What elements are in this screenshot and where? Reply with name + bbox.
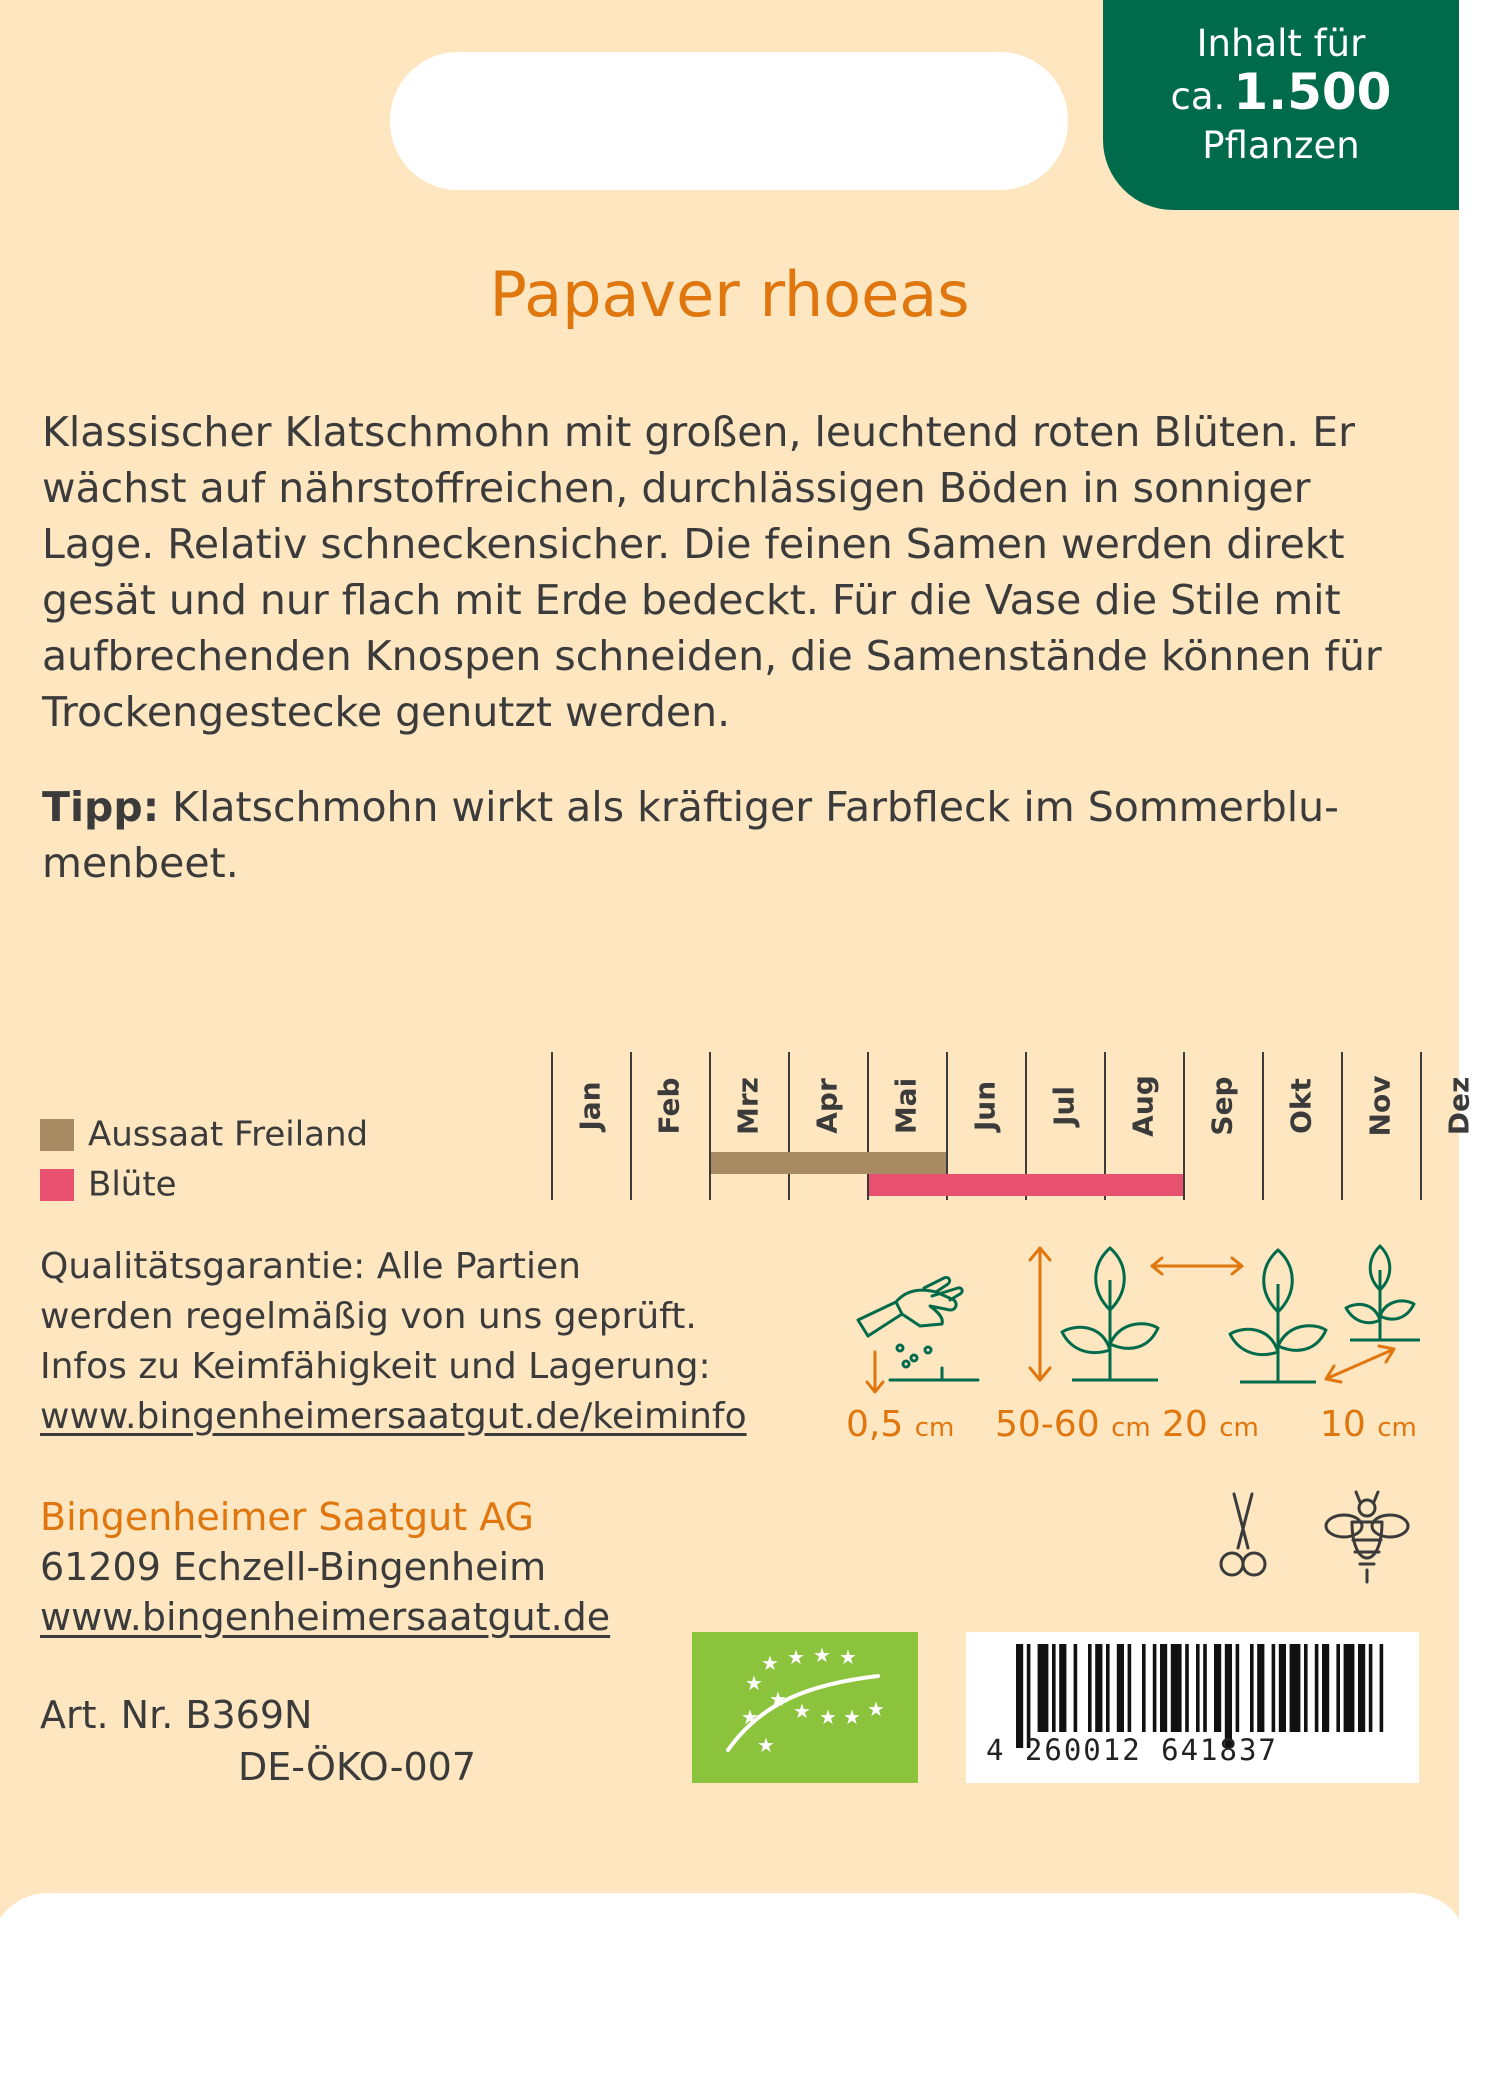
- measurement-value: 50-60: [995, 1404, 1100, 1445]
- barcode-bar: [1290, 1644, 1301, 1732]
- barcode-bar: [1095, 1644, 1102, 1732]
- cultivation-calendar: [551, 1052, 1476, 1200]
- content-badge: [1103, 0, 1459, 210]
- calendar-month-okt: [1262, 1058, 1340, 1154]
- barcode-bar: [1214, 1644, 1221, 1732]
- calendar-month-label: Nov: [1363, 1075, 1397, 1137]
- row-spacing-icon: [1152, 1250, 1326, 1382]
- badge-amount: 1.500: [1233, 63, 1392, 121]
- barcode-bar: [1203, 1644, 1207, 1732]
- company-info: [40, 1492, 610, 1642]
- tip-line-1: [42, 779, 1432, 835]
- calendar-month-label: Apr: [810, 1078, 844, 1134]
- calendar-month-label: Sep: [1205, 1076, 1239, 1136]
- barcode-bar: [1304, 1644, 1308, 1732]
- measurement-value: 10: [1320, 1404, 1366, 1445]
- barcode-bar: [1038, 1644, 1049, 1732]
- calendar-month-mai: [867, 1058, 945, 1154]
- tip-label: Tipp:: [42, 783, 160, 831]
- measurement-unit: cm: [914, 1413, 955, 1443]
- keiminfo-link[interactable]: www.bingenheimersaatgut.de/keiminfo: [40, 1396, 747, 1437]
- company-name: Bingenheimer Saatgut AG: [40, 1495, 534, 1539]
- barcode-bar: [1052, 1644, 1056, 1732]
- measurement-value: 0,5: [846, 1404, 904, 1445]
- barcode-bar: [1185, 1644, 1189, 1732]
- barcode-bar: [1344, 1644, 1355, 1732]
- calendar-month-label: Jun: [968, 1080, 1002, 1132]
- eu-leaf-stars: [692, 1632, 918, 1783]
- barcode-bar: [1142, 1644, 1146, 1732]
- barcode-bar: [1322, 1644, 1329, 1732]
- barcode-bar: [1236, 1644, 1240, 1732]
- article-label: Art. Nr.: [40, 1693, 174, 1737]
- barcode-bar: [1059, 1644, 1066, 1732]
- depth-arrow: [867, 1352, 883, 1392]
- barcode-bar: [1358, 1644, 1365, 1732]
- barcode-bar: [1106, 1644, 1110, 1732]
- organic-control-code: DE-ÖKO-007: [238, 1745, 477, 1789]
- measurement-unit: cm: [1111, 1413, 1151, 1443]
- article-code: B369N: [185, 1693, 313, 1737]
- hang-hole: [390, 52, 1068, 190]
- measurement-plant-height: [995, 1404, 1151, 1445]
- measurement-sowing-depth: [846, 1404, 954, 1445]
- barcode-bar: [1315, 1644, 1319, 1732]
- eu-star-icon: ★: [745, 1671, 763, 1695]
- calendar-month-label: Mai: [889, 1077, 923, 1135]
- description-line: wächst auf nährstoffreichen, durchlässigen Böden in sonniger: [42, 464, 1311, 512]
- article-number: [40, 1693, 312, 1737]
- legend-label-bloom: Blüte: [88, 1164, 177, 1205]
- barcode-bar: [1380, 1644, 1384, 1732]
- measurement-plant-spacing: [1320, 1404, 1417, 1445]
- barcode-bar: [1196, 1644, 1200, 1732]
- legend-label-sowing: Aussaat Freiland: [88, 1114, 369, 1155]
- calendar-month-jan: [551, 1058, 629, 1154]
- legend-sowing: [40, 1113, 368, 1155]
- measurement-row-spacing: [1162, 1404, 1259, 1445]
- eu-organic-logo: [692, 1632, 918, 1783]
- description-line: aufbrechenden Knospen schneiden, die Samenstände können für: [42, 632, 1382, 680]
- tip-text: Klatschmohn wirkt als kräftiger Farbfleck im Sommerblu-: [159, 783, 1339, 831]
- eu-star-icon: ★: [839, 1645, 857, 1669]
- calendar-month-label: Jan: [573, 1081, 607, 1131]
- calendar-month-sep: [1183, 1058, 1261, 1154]
- badge-line-3: Pflanzen: [1202, 124, 1360, 167]
- barcode-digits: 4 260012 641837: [986, 1733, 1278, 1767]
- measurement-value: 20: [1162, 1404, 1208, 1445]
- calendar-month-nov: [1341, 1058, 1419, 1154]
- eu-star-icon: ★: [813, 1643, 831, 1667]
- plant-spacing-icon: [1326, 1246, 1420, 1382]
- legend-swatch-bloom: [40, 1169, 74, 1201]
- calendar-month-jun: [946, 1058, 1024, 1154]
- barcode-bar: [1369, 1644, 1373, 1732]
- legend-bloom: [40, 1163, 177, 1205]
- calendar-month-jul: [1025, 1058, 1103, 1154]
- eu-star-icon: ★: [769, 1687, 787, 1711]
- calendar-bar-sowing: [711, 1152, 946, 1174]
- barcode-bar: [1336, 1644, 1340, 1732]
- quality-line: Qualitätsgarantie: Alle Partien: [40, 1246, 581, 1287]
- calendar-month-label: Dez: [1442, 1076, 1476, 1136]
- eu-star-icon: ★: [867, 1697, 885, 1721]
- company-website-link[interactable]: www.bingenheimersaatgut.de: [40, 1595, 611, 1639]
- barcode-bar: [1257, 1644, 1264, 1732]
- eu-star-icon: ★: [757, 1733, 775, 1757]
- calendar-month-label: Okt: [1284, 1078, 1318, 1134]
- barcode: [966, 1632, 1419, 1783]
- calendar-month-label: Mrz: [731, 1077, 765, 1135]
- eu-star-icon: ★: [787, 1645, 805, 1669]
- badge-line-2: [1103, 63, 1459, 121]
- bottom-cutout: [0, 1893, 1469, 2093]
- product-title: Papaver rhoeas: [489, 258, 970, 331]
- eu-star-icon: ★: [793, 1699, 811, 1723]
- calendar-month-apr: [788, 1058, 866, 1154]
- legend-swatch-sowing: [40, 1119, 74, 1151]
- barcode-bar: [1117, 1644, 1124, 1732]
- measurement-unit: cm: [1219, 1413, 1259, 1443]
- calendar-month-label: Feb: [652, 1077, 686, 1135]
- barcode-bar: [1088, 1644, 1092, 1732]
- barcode-bar: [1171, 1644, 1182, 1732]
- barcode-bar: [1074, 1644, 1078, 1732]
- calendar-month-feb: [630, 1058, 708, 1154]
- growing-info-icons: [840, 1240, 1450, 1400]
- quality-line: werden regelmäßig von uns geprüft.: [40, 1296, 697, 1337]
- barcode-bar: [1153, 1644, 1157, 1732]
- badge-line-1: Inhalt für: [1196, 22, 1366, 65]
- measurement-unit: cm: [1377, 1413, 1417, 1443]
- quality-guarantee: [40, 1242, 747, 1442]
- eu-star-icon: ★: [819, 1705, 837, 1729]
- calendar-month-label: Jul: [1047, 1086, 1081, 1126]
- barcode-bar: [1279, 1644, 1286, 1732]
- tip-line-2: menbeet.: [42, 839, 239, 887]
- description-line: Trockengestecke genutzt werden.: [42, 688, 731, 736]
- description-line: Klassischer Klatschmohn mit großen, leuchtend roten Blüten. Er: [42, 408, 1355, 456]
- calendar-month-mrz: [709, 1058, 787, 1154]
- barcode-bar: [1272, 1644, 1276, 1732]
- description: [42, 404, 1432, 740]
- tip: [42, 779, 1432, 891]
- barcode-bar: [1160, 1644, 1167, 1732]
- calendar-bar-bloom: [869, 1174, 1183, 1196]
- calendar-month-label: Aug: [1126, 1075, 1160, 1137]
- company-address: 61209 Echzell-Bingenheim: [40, 1545, 547, 1589]
- calendar-month-dez: [1420, 1058, 1498, 1154]
- scissors-icon: [1212, 1490, 1272, 1582]
- eu-star-icon: ★: [761, 1651, 779, 1675]
- barcode-bar: [1128, 1644, 1132, 1732]
- badge-prefix: ca.: [1170, 75, 1226, 118]
- plant-height-icon: [1030, 1248, 1158, 1380]
- eu-star-icon: ★: [741, 1705, 759, 1729]
- description-line: gesät und nur flach mit Erde bedeckt. Für die Vase die Stile mit: [42, 576, 1341, 624]
- quality-line: Infos zu Keimfähigkeit und Lagerung:: [40, 1346, 711, 1387]
- eu-star-icon: ★: [843, 1705, 861, 1729]
- bee-icon: [1322, 1482, 1412, 1586]
- calendar-month-aug: [1104, 1058, 1182, 1154]
- description-line: Lage. Relativ schneckensicher. Die feinen Samen werden direkt: [42, 520, 1345, 568]
- barcode-bar: [1250, 1644, 1254, 1732]
